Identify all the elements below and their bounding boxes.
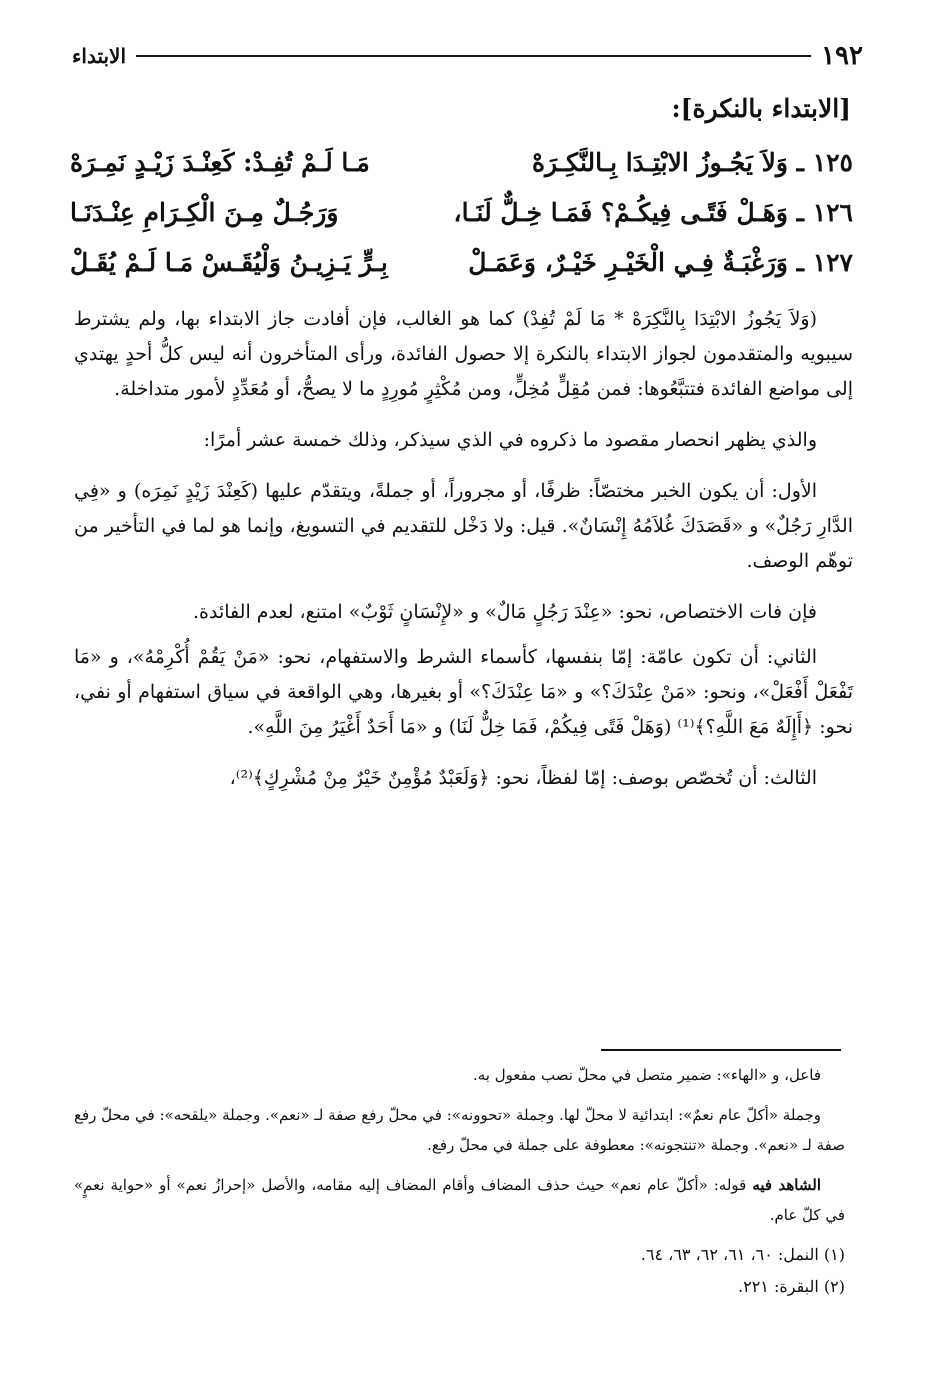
- footnote-ref: (٢) البقرة: ٢٢١.: [738, 1277, 845, 1296]
- verse-127: [70, 248, 853, 298]
- footnote-text: فاعل، و «الهاء»: ضمير متصل في محلّ نصب مفعول به.: [472, 1066, 821, 1084]
- page-header: [72, 36, 863, 76]
- verse-126: [70, 198, 853, 248]
- paragraph: الثاني: أن تكون عامّة: إمّا بنفسها، كأسماء الشرط والاستفهام، نحو: «مَنْ يَقُمْ أُكْرِمْهُ»، و «مَا تَفْعَلْ أَفْعَلْ»، ونحو: «مَنْ عِنْدَكَ؟» و «مَا عِنْدَكَ؟» أو بغيرها، وهي الواقعة في سياق استفهام أو نفي، نحو: ﴿أَإِلَهٌ مَعَ اللَّهِ؟﴾⁽¹⁾ (وَهَلْ فَتًى فِيكُمْ، فَمَا خِلٌّ لَنَا) و «مَا أَحَدٌ أَغْيَرُ مِنَ اللَّهِ».: [74, 646, 853, 738]
- paragraph: (وَلاَ يَجُوزُ الابْتِدَا بِالنَّكِرَهْ * مَا لَمْ تُفِدْ) كما هو الغالب، فإن أفادت جاز الابتداء بها، ولم يشترط سيبويه والمتقدمون لجواز الابتداء بالنكرة إلا حصول الفائدة، ورأى المتأخرون أنه ليس كلُّ أحدٍ يهتدي إلى مواضع الفائدة فتتبَّعُوها: فمن مُقِلٍّ مُخِلٍّ، ومن مُكْثِرٍ مُورِدٍ ما لا يصحُّ، أو مُعَدِّدٍ لأمور متداخلة.: [74, 308, 853, 400]
- verse-125: [70, 148, 853, 198]
- header-rule: [136, 55, 811, 57]
- footnote-witness: [74, 1170, 845, 1230]
- verse-second-hemistich: مَـا لَـمْ تُفِـدْ: كَعِنْـدَ زَيْـدٍ نَمِـرَهْ: [70, 148, 370, 177]
- section-heading: [الابتداء بالنكرة]:: [671, 94, 851, 123]
- verse-first-hemistich: ١٢٥ ـ وَلاَ يَجُـوزُ الابْتِـدَا بِـالنَّكِـرَهْ: [531, 148, 853, 177]
- running-title: الابتداء: [72, 44, 127, 68]
- footnote-ref: (١) النمل: ٦٠، ٦١، ٦٢، ٦٣، ٦٤.: [640, 1245, 845, 1264]
- verse-second-hemistich: بِـرٍّ يَـزِيـنُ وَلْيُقَـسْ مَـا لَـمْ يُقَـلْ: [70, 248, 388, 277]
- commentary-body: [74, 302, 853, 812]
- paragraph: الثالث: أن تُخصّص بوصف: إمّا لفظاً، نحو: ﴿وَلَعَبْدٌ مُؤْمِنٌ خَيْرٌ مِنْ مُشْرِكٍ﴾⁽²⁾،: [229, 767, 817, 789]
- witness-text: قوله: «أكلّ عام نعم» حيث حذف المضاف وأقام المضاف إليه مقامه، والأصل «إحرازُ نعم» أو «حواية نعمٍ» في كلّ عام.: [74, 1176, 845, 1224]
- paragraph: فإن فات الاختصاص، نحو: «عِنْدَ رَجُلٍ مَالٌ» و «لإِنْسَانٍ ثَوْبٌ» امتنع، لعدم الفائدة.: [193, 601, 817, 623]
- verse-block: [70, 148, 853, 298]
- verse-first-hemistich: ١٢٦ ـ وَهَـلْ فَتًـى فِيكُـمْ؟ فَمَـا خِـلٌّ لَنَـا،: [453, 198, 853, 227]
- verse-first-hemistich: ١٢٧ ـ وَرَغْبَـةٌ فِـي الْخَيْـرِ خَيْـرٌ، وَعَمَـلْ: [468, 248, 853, 277]
- paragraph: والذي يظهر انحصار مقصود ما ذكروه في الذي سيذكر، وذلك خمسة عشر أمرًا:: [203, 429, 817, 451]
- footnote-separator: [601, 1049, 841, 1051]
- witness-label: الشاهد فيه: [752, 1176, 821, 1194]
- page-number: ١٩٢: [821, 41, 863, 71]
- paragraph: الأول: أن يكون الخبر مختصّاً: ظرفًا، أو مجروراً، أو جملةً، ويتقدّم عليها (كَعِنْدَ زَيْدٍ نَمِرَه) و «فِي الدَّارِ رَجُلٌ» و «قَصَدَكَ غُلاَمُهُ إِنْسَانٌ». قيل: ولا دَخْل للتقديم في التسويغ، وإنما هو لما في التأخير من توهّم الوصف.: [74, 480, 853, 572]
- footnote-text: وجملة «أكلّ عام نعمٌ»: ابتدائية لا محلّ لها. وجملة «تحوونه»: في محلّ رفع صفة لـ «نعم». وجملة «يلقحه»: في محلّ رفع صفة لـ «نعم». وجملة «تنتجونه»: معطوفة على جملة في محلّ رفع.: [74, 1106, 845, 1154]
- footnotes: [74, 1060, 845, 1304]
- verse-second-hemistich: وَرَجُـلٌ مِـنَ الْكِـرَامِ عِنْـدَنَـا: [70, 198, 339, 227]
